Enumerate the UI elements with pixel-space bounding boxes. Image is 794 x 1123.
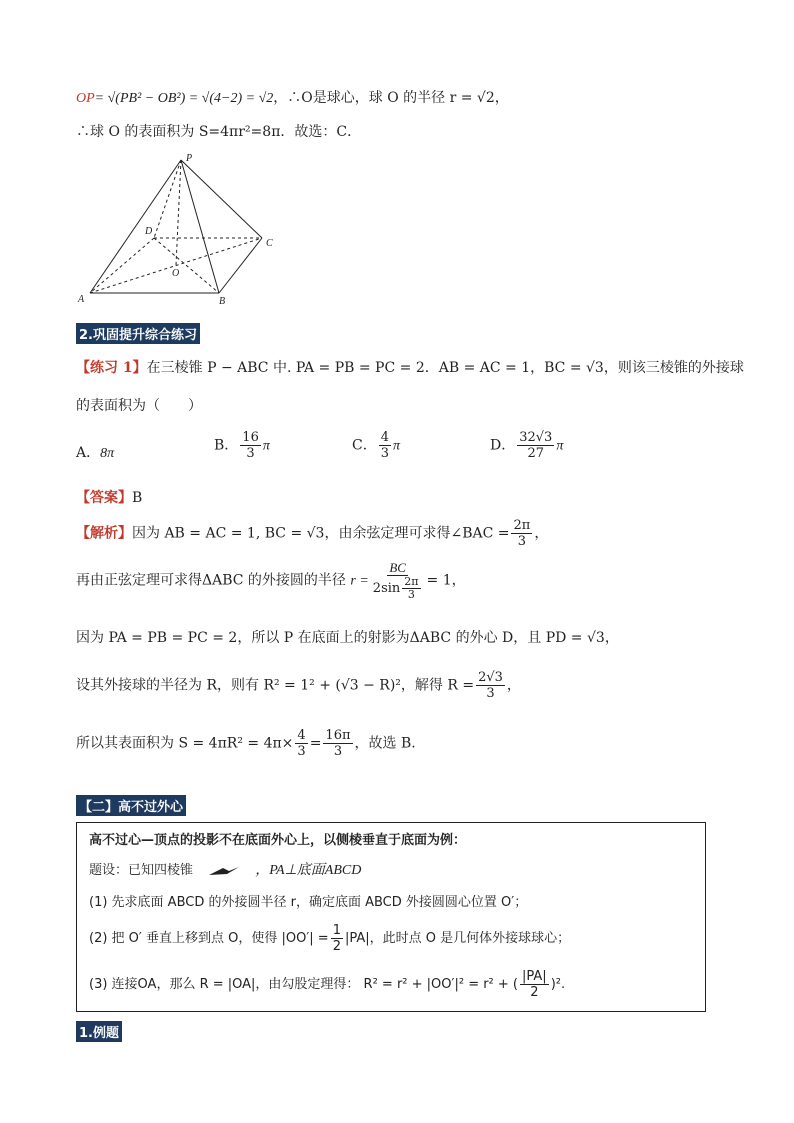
label-D: D: [145, 226, 153, 237]
option-c-letter: C．: [352, 437, 377, 454]
box-step-3-a: (3) 连接OA，那么 R = |OA|，由勾股定理得： R² = r² + |OO′|² = r² + (: [89, 977, 519, 992]
edge-PB: [181, 160, 219, 293]
option-d-num: 32√3: [519, 430, 553, 445]
analysis-5-mid: =: [309, 735, 322, 752]
box-step-3-den: 2: [530, 985, 539, 1000]
option-c-den: 3: [380, 446, 389, 461]
analysis-line-4: [76, 670, 521, 701]
analysis-1-end: ，: [534, 525, 549, 542]
box-step-1: (1) 先求底面 ABCD 的外接圆半径 r，确定底面 ABCD 外接圆圆心位置 O′；: [89, 895, 528, 910]
answer-value: B: [132, 490, 143, 506]
option-d-letter: D．: [490, 437, 516, 454]
analysis-4-text: 设其外接球的半径为 R，则有 R² = 1² + (√3 − R)²，解得 R =: [76, 677, 475, 694]
option-a-value: 8π: [100, 446, 115, 461]
label-A: A: [78, 294, 85, 305]
analysis-1-text: 因为 AB = AC = 1, BC = √3，由余弦定理可求得∠BAC =: [132, 525, 510, 542]
exercise-1-stem-cont: 的表面积为（ ）: [76, 398, 202, 414]
box-heading: 高不过心—顶点的投影不在底面外心上，以侧棱垂直于底面为例：: [89, 833, 467, 848]
section-title-consolidation: 2.巩固提升综合练习: [76, 323, 200, 344]
op-equation: = √(PB² − OB²) = √(4−2) = √2: [94, 91, 274, 106]
analysis-line-1: [76, 518, 548, 549]
analysis-line-2: [76, 560, 466, 601]
exercise-1-stem: [76, 358, 744, 378]
analysis-4-den: 3: [486, 686, 495, 701]
edge-PC: [181, 160, 262, 238]
box-step-2-den: 2: [332, 939, 341, 954]
analysis-line-5: [76, 728, 416, 759]
option-b-den: 3: [246, 446, 255, 461]
analysis-line-3: 因为 PA = PB = PC = 2，所以 P 在底面上的射影为ΔABC 的外心 D，且 PD = √3，: [76, 630, 619, 646]
box-question-text: 题设：已知四棱锥: [89, 863, 194, 878]
edge-PA: [90, 160, 181, 293]
box-step-2-a: (2) 把 O′ 垂直上移到点 O，使得 |OO′| =: [89, 931, 329, 946]
analysis-2-text: 再由正弦定理可求得ΔABC 的外接圆的半径: [76, 572, 346, 589]
option-c-suffix: π: [393, 438, 401, 454]
option-b[interactable]: [214, 430, 270, 461]
label-P: P: [186, 153, 193, 164]
diag-DB: [154, 238, 219, 293]
analysis-5-num2: 16π: [325, 728, 351, 743]
option-a-letter: A．: [76, 445, 101, 461]
box-step-3-num: |PA|: [522, 969, 547, 984]
center-statement: ，∴O是球心，球 O 的半径 r = √2，: [273, 90, 509, 106]
label-C: C: [266, 238, 273, 249]
answer-tag: 【答案】: [76, 490, 132, 506]
edge-PD: [154, 160, 181, 238]
edge-BC: [219, 238, 262, 293]
analysis-1-den: 3: [517, 534, 527, 549]
analysis-5-den2: 3: [333, 744, 343, 759]
option-b-suffix: π: [262, 438, 270, 454]
option-a[interactable]: [76, 442, 114, 462]
option-d[interactable]: [490, 430, 563, 461]
analysis-2-num: BC: [389, 560, 406, 575]
analysis-2-inner-den: 3: [407, 588, 415, 601]
box-step-3: [89, 969, 565, 1000]
option-c-num: 4: [380, 430, 389, 445]
label-B: B: [219, 296, 226, 307]
analysis-4-end: ，: [506, 677, 521, 694]
label-O: O: [172, 268, 180, 279]
diag-AC: [90, 238, 262, 293]
analysis-tag: 【解析】: [76, 525, 132, 542]
exercise-1-tag: 【练习 1】: [76, 360, 147, 376]
analysis-5-num1: 4: [297, 728, 306, 743]
option-b-num: 16: [242, 430, 259, 445]
analysis-1-num: 2π: [513, 518, 531, 533]
section-title-height-not-through-circumcenter: 【二】高不过外心: [76, 795, 186, 816]
analysis-4-num: 2√3: [478, 670, 503, 685]
answer-line: [76, 488, 142, 508]
option-c[interactable]: [352, 430, 400, 461]
op-label: OP: [76, 91, 95, 106]
analysis-2-den-pre: 2sin: [372, 581, 401, 596]
box-step-3-b: )².: [550, 977, 566, 992]
formula-line-1: [76, 88, 509, 109]
pyramid-sketch-icon: [207, 865, 241, 877]
surface-area-line: ∴球 O 的表面积为 S=4πr²=8π．故选：C．: [76, 124, 362, 140]
analysis-5-den1: 3: [297, 744, 306, 759]
analysis-2-inner-num: 2π: [404, 575, 419, 588]
box-question: [89, 859, 361, 879]
option-d-den: 27: [527, 446, 545, 461]
box-step-2-b: |PA|，此时点 O 是几何体外接球球心；: [344, 931, 571, 946]
pyramid-figure: [76, 150, 286, 310]
option-d-suffix: π: [556, 438, 564, 454]
analysis-5-end: ，故选 B.: [354, 735, 416, 752]
box-step-2: [89, 923, 570, 954]
box-question-tail: ，PA⊥底面ABCD: [255, 863, 362, 878]
analysis-2-end: = 1，: [426, 572, 466, 589]
analysis-2-r: r =: [350, 573, 369, 589]
option-b-letter: B．: [214, 437, 239, 454]
section-title-examples: 1.例题: [76, 1021, 122, 1042]
box-step-2-num: 1: [332, 923, 341, 938]
exercise-1-text: 在三棱锥 P − ABC 中. PA = PB = PC = 2．AB = AC = 1，BC = √3，则该三棱锥的外接球: [146, 360, 744, 376]
method-box: [76, 822, 706, 1012]
analysis-5-text: 所以其表面积为 S = 4πR² = 4π×: [76, 735, 294, 752]
height-PO: [176, 160, 181, 265]
